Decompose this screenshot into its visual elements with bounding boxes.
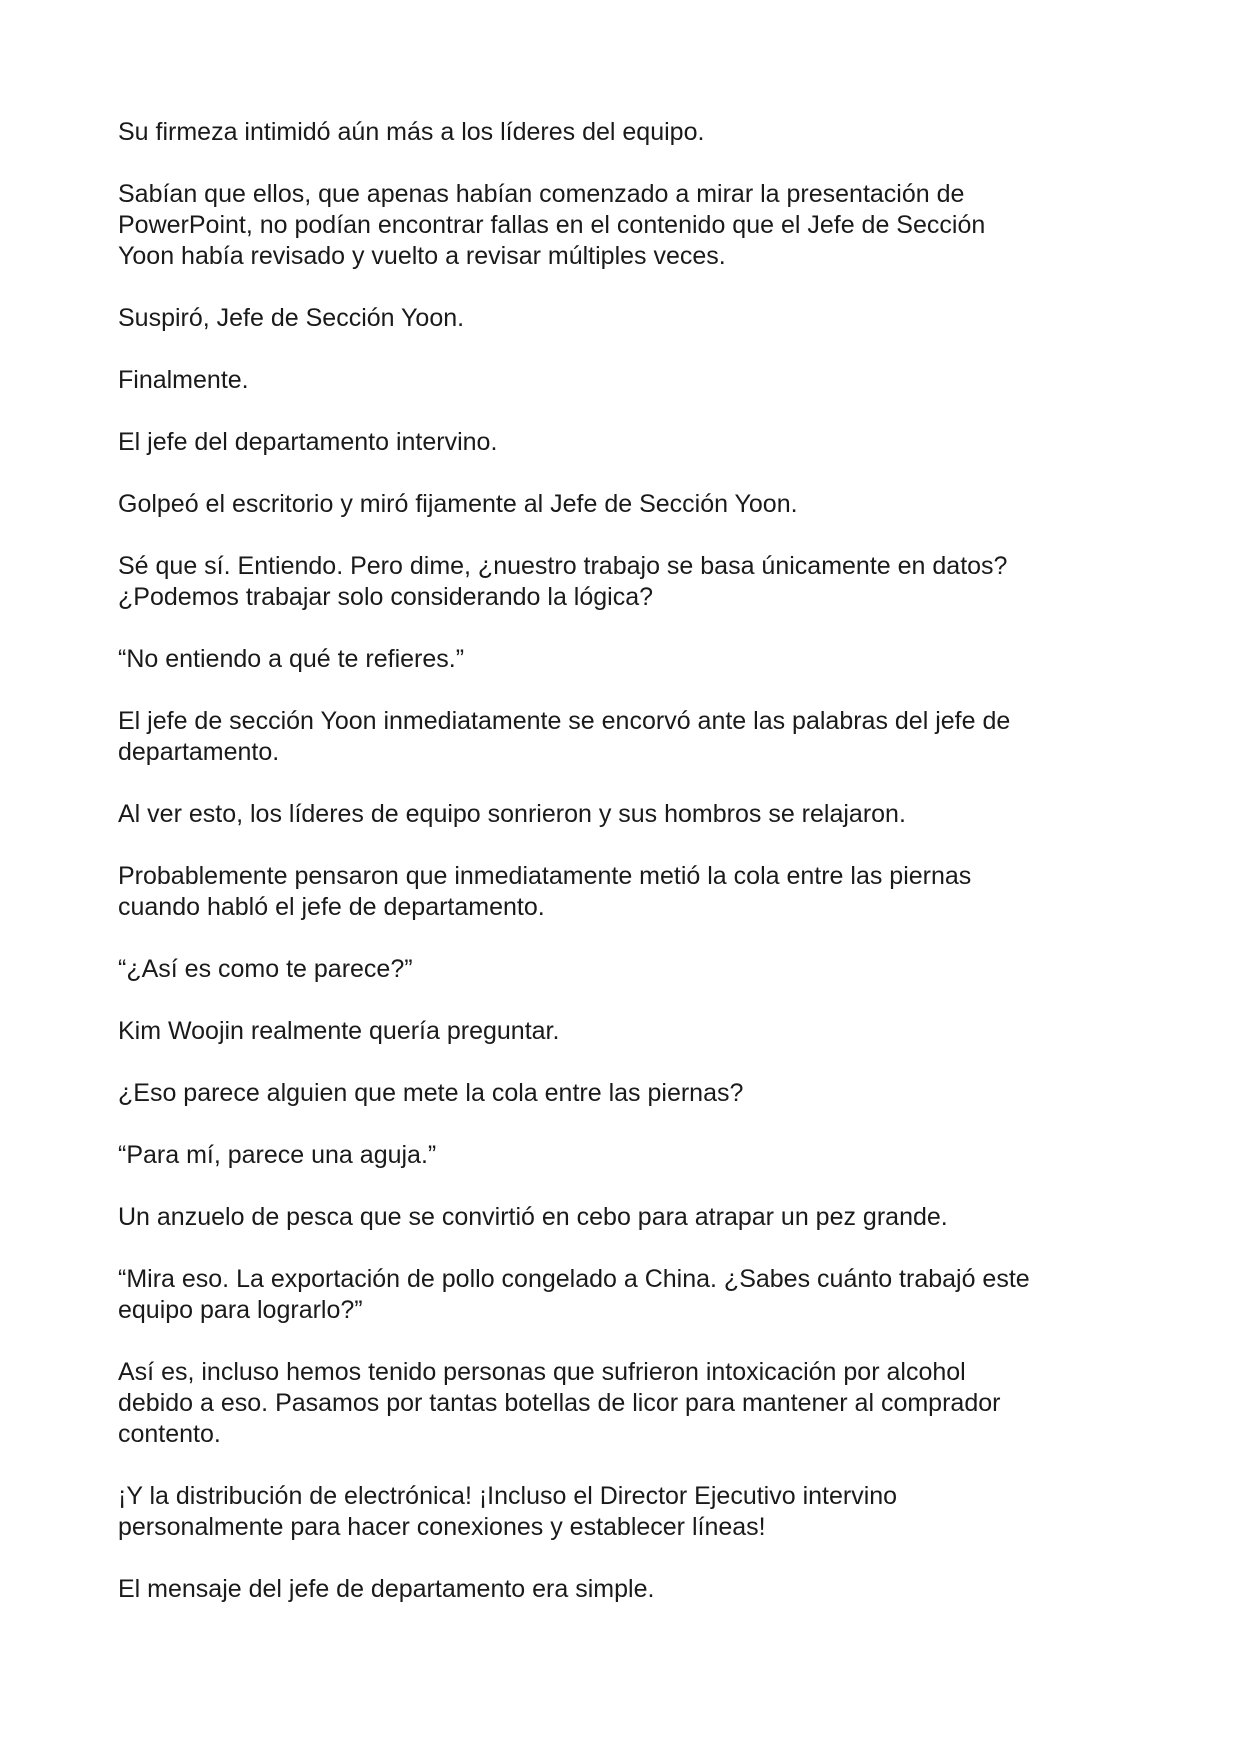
text-line: cuando habló el jefe de departamento.: [118, 893, 545, 921]
text-line: El jefe de sección Yoon inmediatamente se encorvó ante las palabras del jefe de: [118, 707, 1011, 735]
text-line: “¿Así es como te parece?”: [118, 955, 413, 983]
paragraph: [118, 365, 1121, 396]
text-line: departamento.: [118, 738, 280, 766]
text-line: El jefe del departamento intervino.: [118, 428, 498, 456]
paragraph: [118, 427, 1121, 458]
paragraph: [118, 489, 1121, 520]
text-line: Finalmente.: [118, 366, 249, 394]
text-line: ¡Y la distribución de electrónica! ¡Incluso el Director Ejecutivo intervino: [118, 1482, 898, 1510]
text-line: Sabían que ellos, que apenas habían comenzado a mirar la presentación de: [118, 180, 965, 208]
text-line: debido a eso. Pasamos por tantas botellas de licor para mantener al comprador: [118, 1389, 1001, 1417]
paragraph: [118, 954, 1121, 985]
text-line: Probablemente pensaron que inmediatamente metió la cola entre las piernas: [118, 862, 972, 890]
paragraph: [118, 861, 1121, 923]
text-line: Su firmeza intimidó aún más a los líderes del equipo.: [118, 118, 705, 146]
paragraph: [118, 1078, 1121, 1109]
text-line: personalmente para hacer conexiones y establecer líneas!: [118, 1513, 766, 1541]
paragraph: [118, 303, 1121, 334]
paragraph: [118, 644, 1121, 675]
paragraph: [118, 799, 1121, 830]
paragraph: [118, 1357, 1121, 1450]
paragraph: [118, 1574, 1121, 1605]
text-line: “No entiendo a qué te refieres.”: [118, 645, 465, 673]
text-line: Golpeó el escritorio y miró fijamente al Jefe de Sección Yoon.: [118, 490, 798, 518]
paragraph: [118, 179, 1121, 272]
text-line: contento.: [118, 1420, 221, 1448]
text-line: Al ver esto, los líderes de equipo sonrieron y sus hombros se relajaron.: [118, 800, 906, 828]
text-line: ¿Podemos trabajar solo considerando la lógica?: [118, 583, 654, 611]
text-line: “Para mí, parece una aguja.”: [118, 1141, 437, 1169]
text-line: Así es, incluso hemos tenido personas que sufrieron intoxicación por alcohol: [118, 1358, 966, 1386]
text-line: PowerPoint, no podían encontrar fallas en el contenido que el Jefe de Sección: [118, 211, 986, 239]
paragraph: [118, 1481, 1121, 1543]
paragraph: [118, 117, 1121, 148]
text-line: Suspiró, Jefe de Sección Yoon.: [118, 304, 465, 332]
text-line: “Mira eso. La exportación de pollo congelado a China. ¿Sabes cuánto trabajó este: [118, 1265, 1030, 1293]
text-line: Sé que sí. Entiendo. Pero dime, ¿nuestro trabajo se basa únicamente en datos?: [118, 552, 1008, 580]
text-line: El mensaje del jefe de departamento era simple.: [118, 1575, 655, 1603]
paragraph: [118, 1264, 1121, 1326]
paragraph: [118, 551, 1121, 613]
paragraph: [118, 1140, 1121, 1171]
text-line: ¿Eso parece alguien que mete la cola entre las piernas?: [118, 1079, 744, 1107]
paragraph: [118, 706, 1121, 768]
paragraph: [118, 1202, 1121, 1233]
text-line: Yoon había revisado y vuelto a revisar múltiples veces.: [118, 242, 726, 270]
paragraph: [118, 1016, 1121, 1047]
text-line: equipo para lograrlo?”: [118, 1296, 363, 1324]
text-line: Un anzuelo de pesca que se convirtió en cebo para atrapar un pez grande.: [118, 1203, 948, 1231]
text-line: Kim Woojin realmente quería preguntar.: [118, 1017, 560, 1045]
